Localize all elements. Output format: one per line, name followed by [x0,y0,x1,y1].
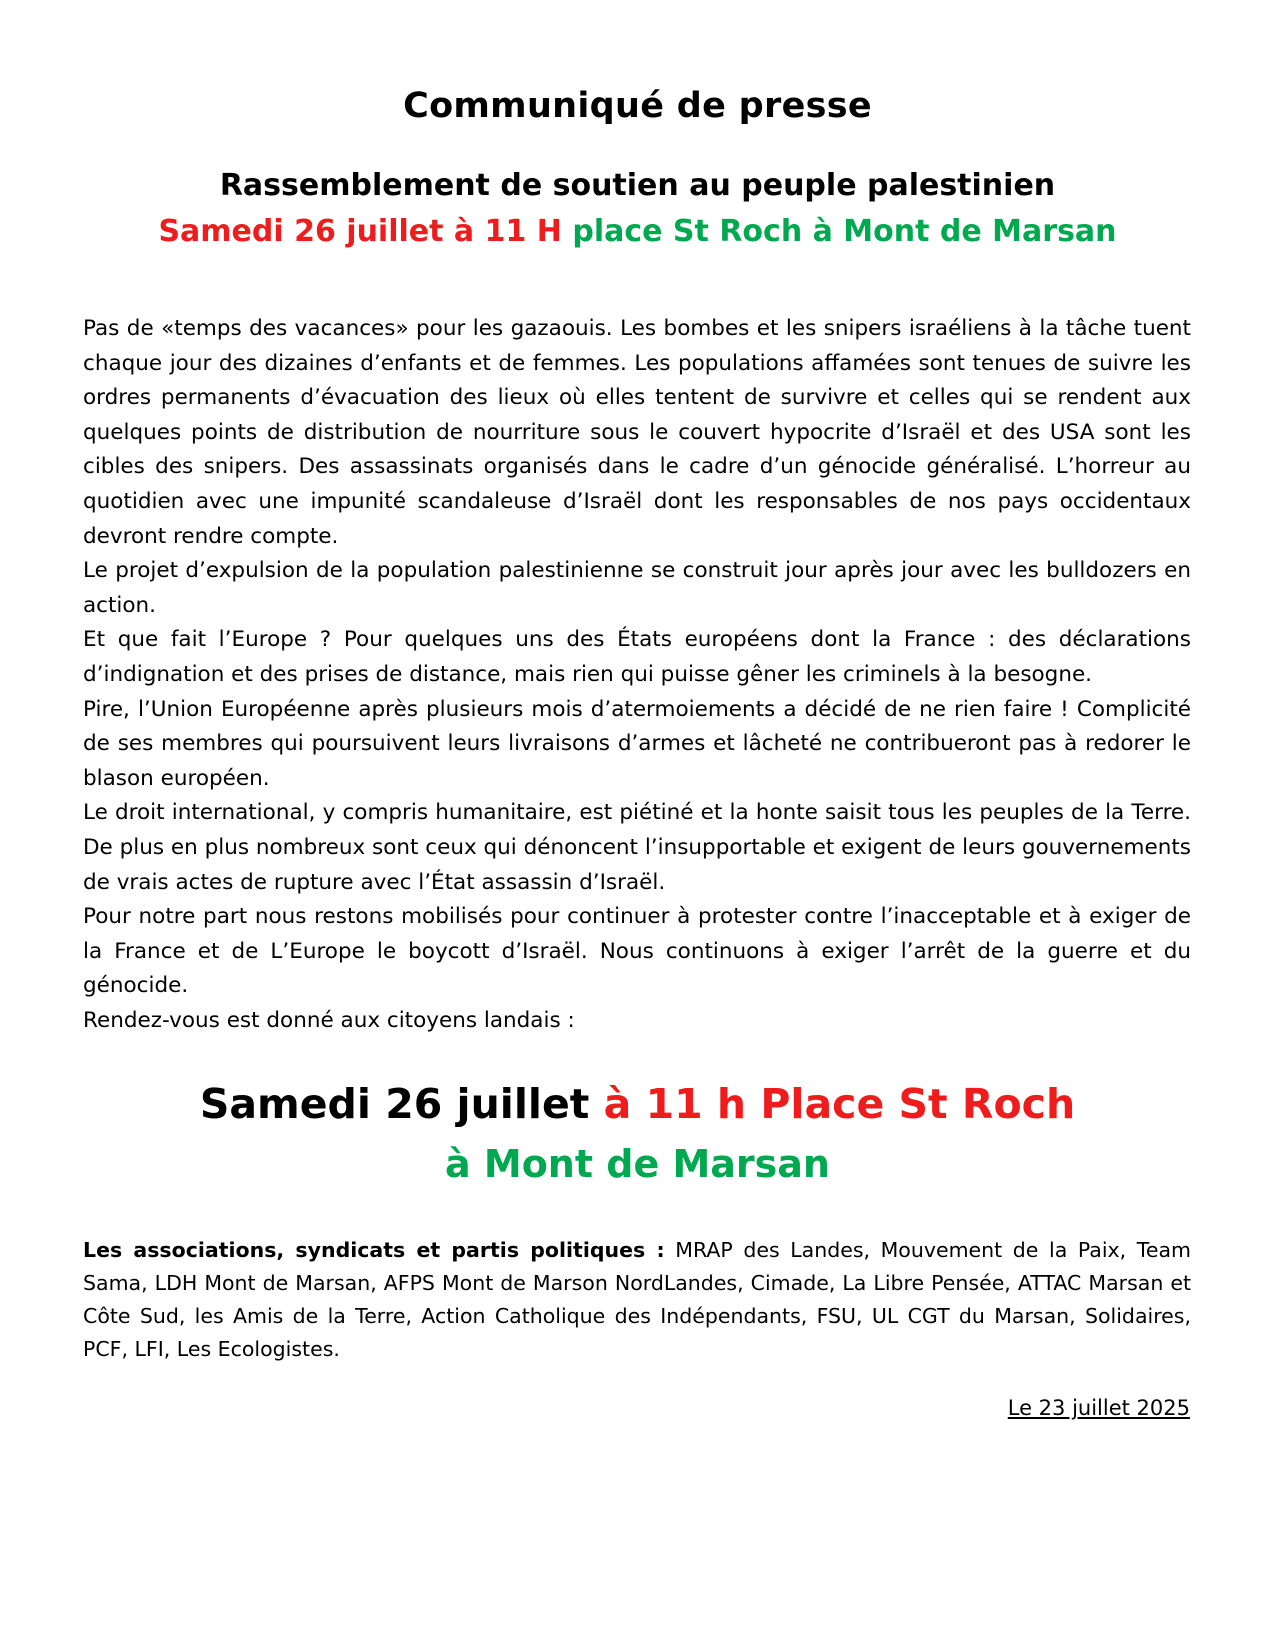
signatories [83,1234,1191,1366]
callout-day: Samedi 26 juillet [199,1080,590,1128]
signatories-list: MRAP des Landes, Mouvement de la Paix, Team Sama, LDH Mont de Marsan, AFPS Mont de Marson NordLandes, Cimade, La Libre Pensée, ATTAC Marsan et Côte Sud, les Amis de la Terre, Action Catholique des Indépendants, FSU, UL CGT du Marsan, Solidaires, PCF, LFI, Les Ecologistes. [83,1238,1191,1361]
paragraph: Pire, l’Union Européenne après plusieurs mois d’atermoiements a décidé de ne rien faire ! Complicité de ses membres qui poursuivent leurs livraisons d’armes et lâcheté ne contribueront pas à redorer le blason européen. [83,696,1191,791]
paragraph: Pas de «temps des vacances» pour les gazaouis. Les bombes et les snipers israéliens à la tâche tuent chaque jour des dizaines d’enfants et de femmes. Les populations affamées sont tenues de suivre les ordres permanents d’évacuation des lieux où elles tentent de survivre et celles qui se rendent aux quelques points de distribution de nourriture sous le couvert hypocrite d’Israël et des USA sont les cibles des snipers. Des assassinats organisés dans le cadre d’un génocide généralisé. L’horreur au quotidien avec une impunité scandaleuse d’Israël dont les responsables de nos pays occidentaux devront rendre compte. [83,316,1191,549]
event-line [0,214,1275,249]
paragraph: Rendez-vous est donné aux citoyens landais : [83,1007,575,1033]
callout-town-prefix: à Mont de [445,1142,660,1186]
page-subtitle: Rassemblement de soutien au peuple palestinien [219,168,1056,203]
callout-line-2 [0,1142,1275,1186]
callout-line-1 [0,1080,1275,1128]
page-title: Communiqué de presse [403,86,872,126]
callout-time-place: à 11 h Place St Roch [603,1080,1076,1128]
event-place: place St Roch à Mont de Marsan [572,214,1117,249]
event-date-time: Samedi 26 juillet à 11 H [158,214,562,249]
paragraph: Pour notre part nous restons mobilisés pour continuer à protester contre l’inacceptable et à exiger de la France et de L’Europe le boycott d’Israël. Nous continuons à exiger l’arrêt de la guerre et du génocide. [83,904,1191,999]
release-date: Le 23 juillet 2025 [1007,1396,1190,1420]
callout-town-suffix: Marsan [672,1142,830,1186]
signatories-label: Les associations, syndicats et partis politiques : [83,1238,665,1262]
body-text [83,312,1191,1038]
paragraph: Et que fait l’Europe ? Pour quelques uns des États européens dont la France : des déclarations d’indignation et des prises de distance, mais rien qui puisse gêner les criminels à la besogne. [83,627,1191,687]
paragraph: Le droit international, y compris humanitaire, est piétiné et la honte saisit tous les peuples de la Terre. De plus en plus nombreux sont ceux qui dénoncent l’insupportable et exigent de leurs gouvernements de vrais actes de rupture avec l’État assassin d’Israël. [83,800,1191,895]
paragraph: Le projet d’expulsion de la population palestinienne se construit jour après jour avec les bulldozers en action. [83,558,1191,618]
